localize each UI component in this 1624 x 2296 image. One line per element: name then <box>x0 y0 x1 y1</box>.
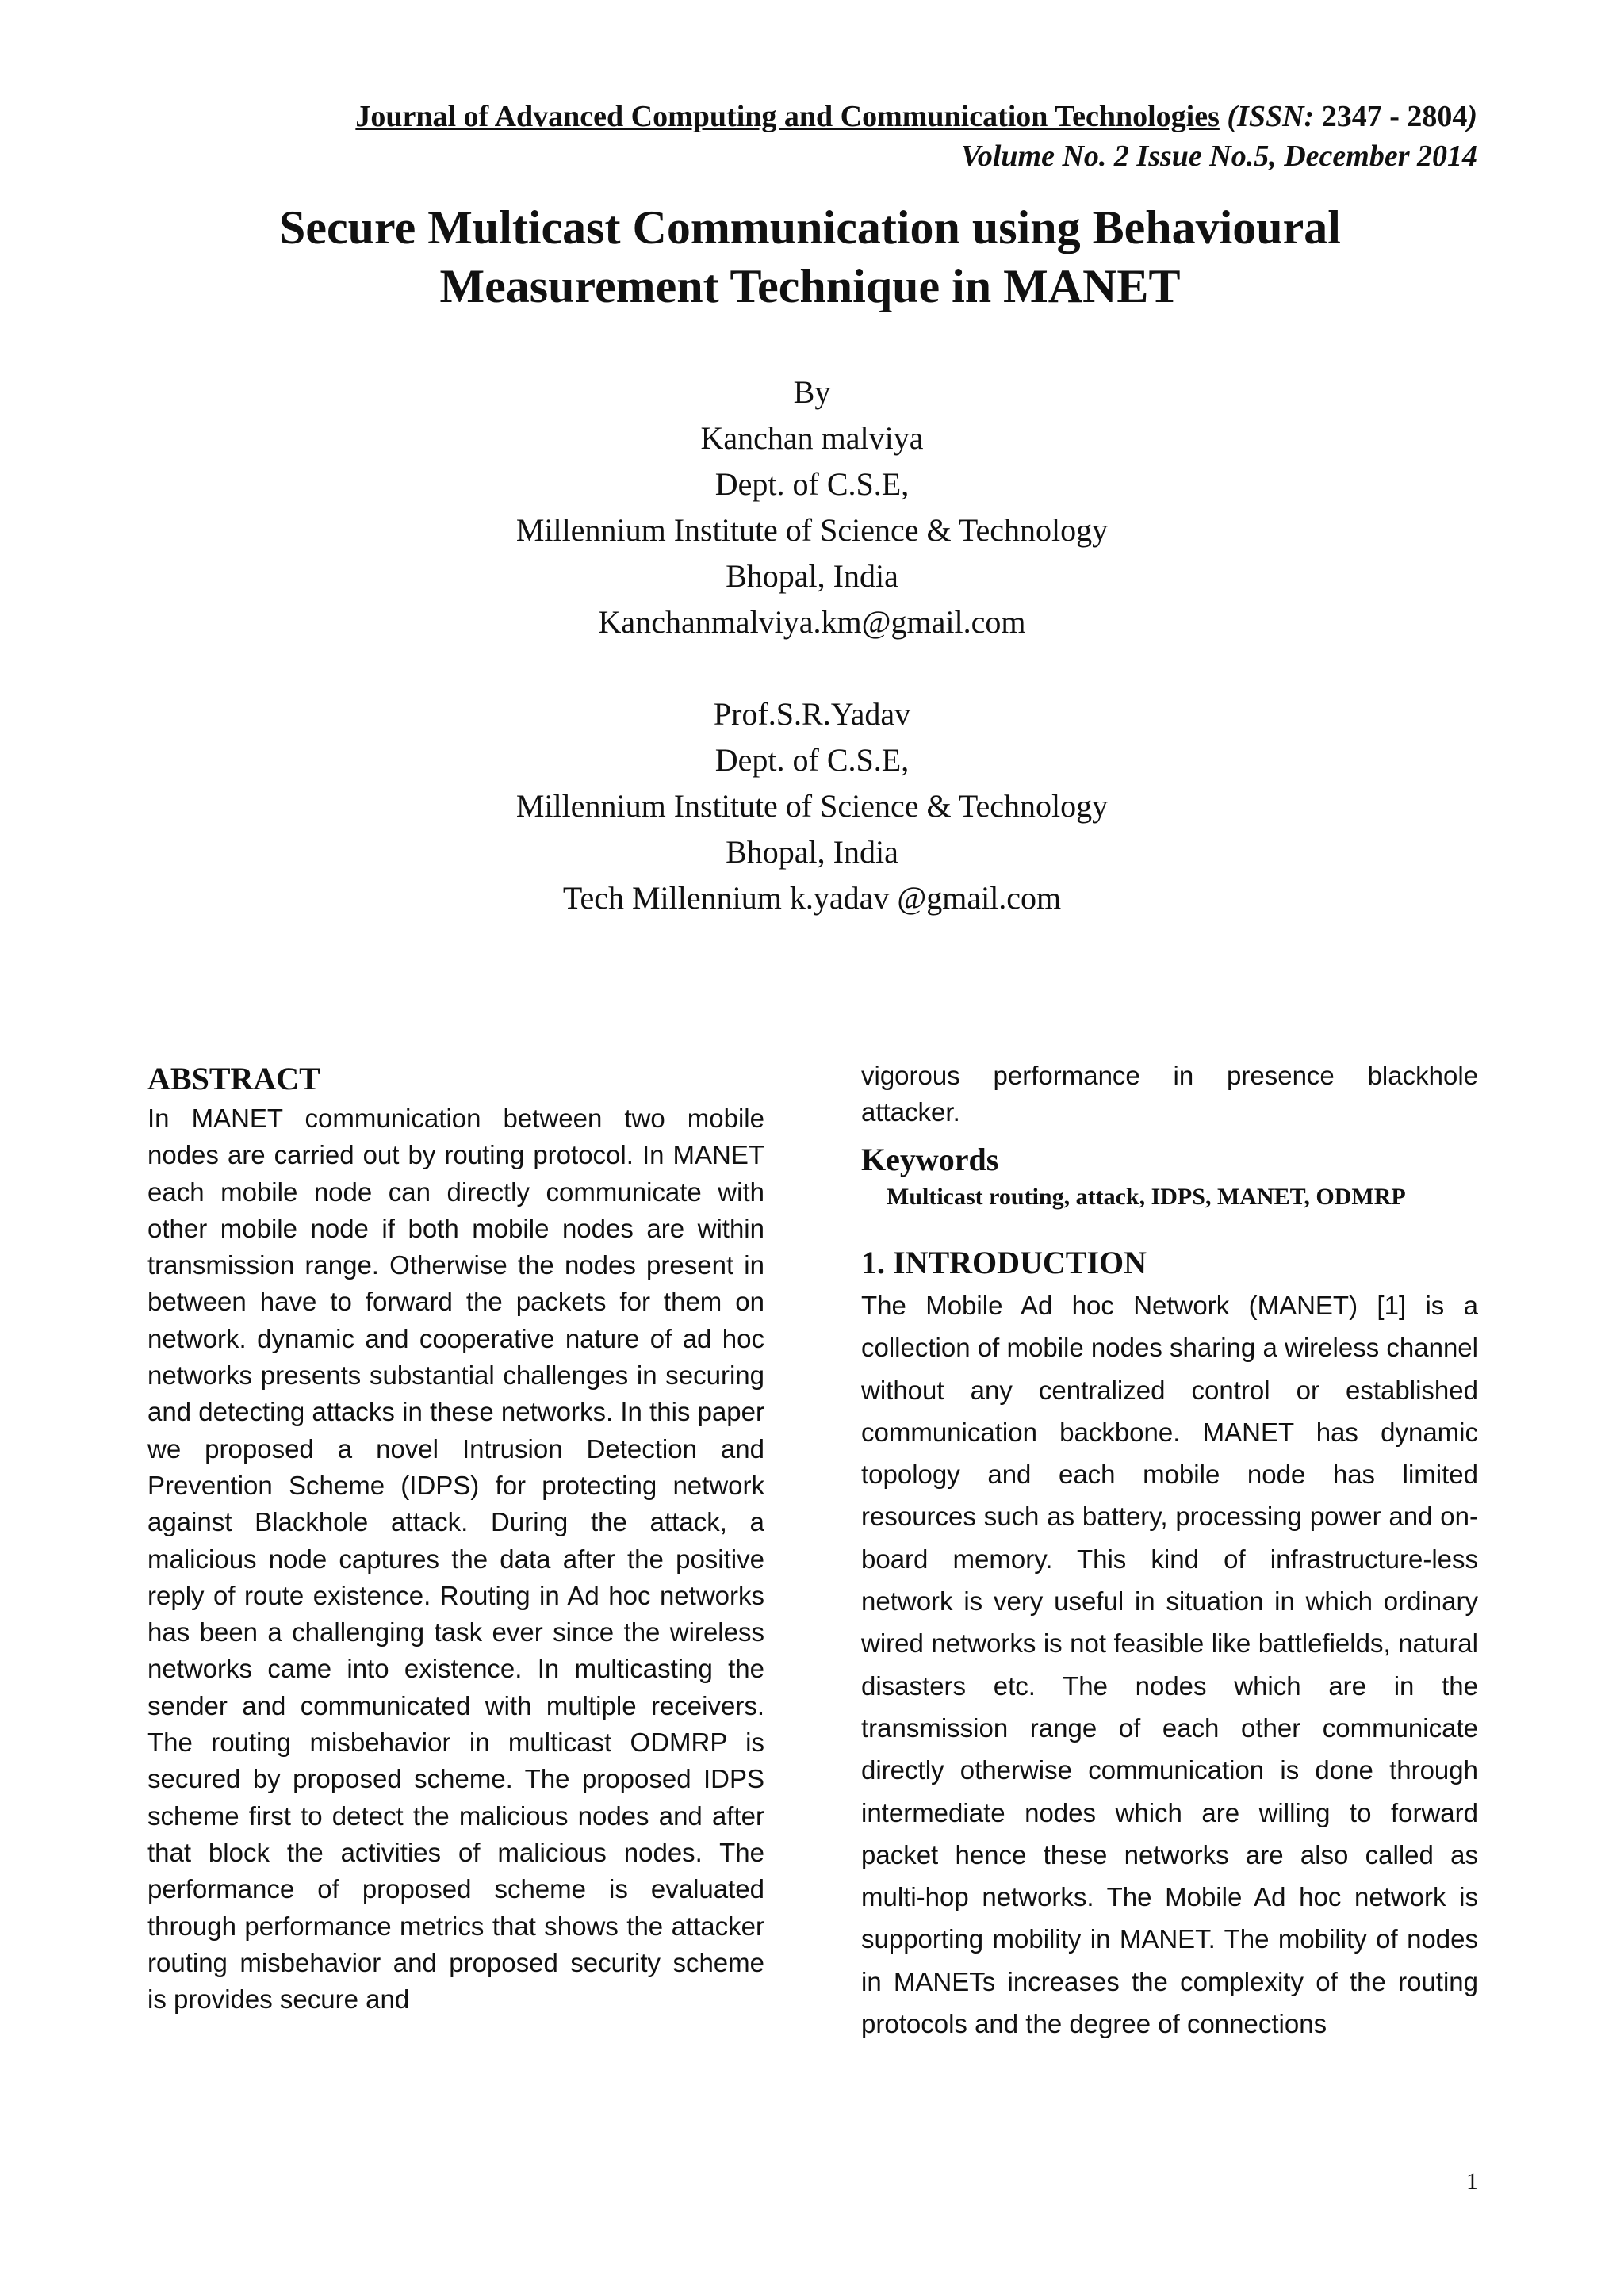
journal-name: Journal of Advanced Computing and Communication Technologies <box>355 100 1220 133</box>
author2-location: Bhopal, India <box>726 834 898 870</box>
author2-dept: Dept. of C.S.E, <box>714 742 910 778</box>
abstract-text: In MANET communication between two mobile nodes are carried out by routing protocol. In MANET each mobile node can directly communicate with other mobile node if both mobile nodes are within transmission range. Otherwise the nodes present in between have to forward the packets for them on network. dynamic and cooperative nature of ad hoc networks presents substantial challenges in securing and detecting attacks in these networks. In this paper we proposed a novel Intrusion Detection and Prevention Scheme (IDPS) for protecting network against Blackhole attack. During the attack, a malicious node captures the data after the positive reply of route existence. Routing in Ad hoc networks has been a challenging task ever since the wireless networks came into existence. In multicasting the sender and communicated with multiple receivers. The routing misbehavior in multicast ODMRP is secured by proposed scheme. The proposed IDPS scheme first to detect the malicious nodes and after that block the activities of malicious nodes. The performance of proposed scheme is evaluated through performance metrics that shows the attacker routing misbehavior and proposed security scheme is provides secure and <box>147 1104 764 2015</box>
author1-email: Kanchanmalviya.km@gmail.com <box>598 604 1026 640</box>
issn-label: (ISSN: <box>1227 100 1315 133</box>
author1-institute: Millennium Institute of Science & Technology <box>515 512 1109 548</box>
by-label: By <box>793 374 831 410</box>
author2-email: Tech Millennium k.yadav @gmail.com <box>562 880 1062 916</box>
author2-name: Prof.S.R.Yadav <box>713 696 911 732</box>
abstract-heading: ABSTRACT <box>147 1061 320 1096</box>
introduction-heading: 1. INTRODUCTION <box>861 1245 1147 1280</box>
author-spacer <box>0 645 1624 691</box>
author1-dept: Dept. of C.S.E, <box>714 466 910 502</box>
left-column <box>147 1058 764 2018</box>
abstract-continuation: vigorous performance in presence blackhole attacker. <box>861 1061 1478 1127</box>
author1-name: Kanchan malviya <box>700 420 924 456</box>
page-number: 1 <box>1466 2168 1478 2195</box>
right-column <box>861 1058 1478 2045</box>
paper-title-line-2: Measurement Technique in MANET <box>439 260 1181 312</box>
journal-header <box>143 97 1477 176</box>
keywords-text: Multicast routing, attack, IDPS, MANET, ODMRP <box>887 1184 1406 1210</box>
volume-issue: Volume No. 2 Issue No.5, December 2014 <box>960 140 1477 173</box>
author2-institute: Millennium Institute of Science & Technology <box>515 788 1109 824</box>
issn-close: ) <box>1467 100 1477 133</box>
author1-location: Bhopal, India <box>726 558 898 594</box>
keywords-heading: Keywords <box>861 1142 999 1177</box>
author-block <box>0 369 1624 921</box>
introduction-text: The Mobile Ad hoc Network (MANET) [1] is a collection of mobile nodes sharing a wireless channel without any centralized control or established communication backbone. MANET has dynamic topology and each mobile node has limited resources such as battery, processing power and on-board memory. This kind of infrastructure-less network is very useful in situation in which ordinary wired networks is not feasible like battlefields, natural disasters etc. The nodes which are in the transmission range of each other communicate directly otherwise communication is done through intermediate nodes which are willing to forward packet hence these networks are also called as multi-hop networks. The Mobile Ad hoc network is supporting mobility in MANET. The mobility of nodes in MANETs increases the complexity of the routing protocols and the degree of connections <box>861 1291 1478 2039</box>
paper-title-line-1: Secure Multicast Communication using Behavioural <box>279 201 1341 254</box>
paper-title <box>143 198 1477 316</box>
issn-number: 2347 - 2804 <box>1321 100 1468 133</box>
